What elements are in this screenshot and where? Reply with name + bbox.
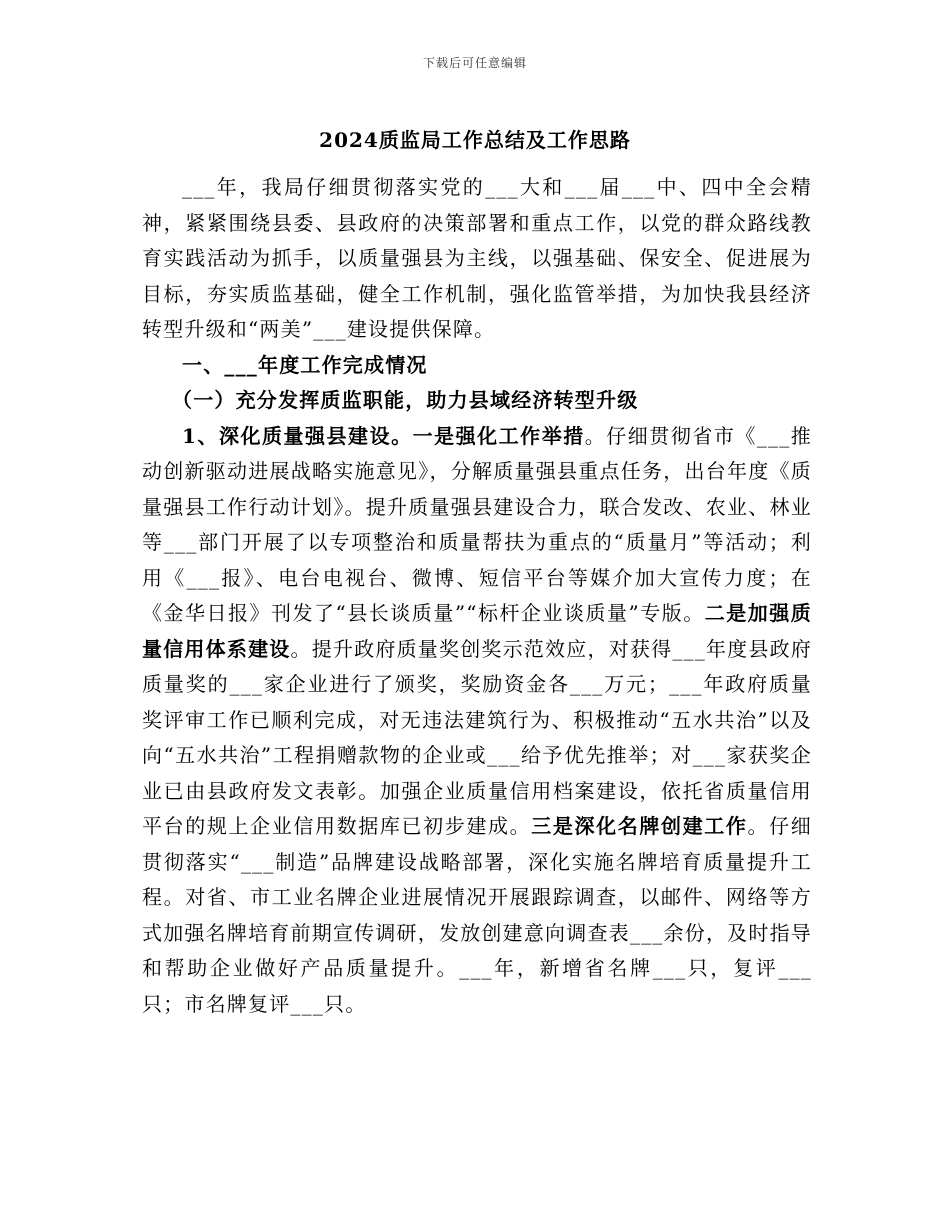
item-text-1: 。仔细贯彻省市《___推动创新驱动进展战略实施意见》，分解质量强县重点任务，出台年度《质量强县工作行动计划》。提升质量强县建设合力，联合发改、农业、林业等___部门开展了以专项整治和质量帮扶为重点的“质量月”等活动；利用《___报》、电台电视台、微博、短信平台等媒介加大宣传力度；在《金华日报》刊发了“县长谈质量”“标杆企业谈质量”专版。: [142, 423, 813, 625]
document-body: [142, 170, 812, 1022]
item-bold-2: 二是加强质量信用体系建设: [142, 601, 813, 661]
subsection-heading: （一）充分发挥质监职能，助力县域经济转型升级: [172, 388, 639, 412]
section-heading: 一、___年度工作完成情况: [182, 352, 428, 377]
item-lead: 1、深化质量强县建设。一是强化工作举措: [182, 423, 585, 448]
document-title: 2024质监局工作总结及工作思路: [319, 128, 631, 152]
item-text-2: 。提升政府质量奖创奖示范效应，对获得___年度县政府质量奖的___家企业进行了颁奖，奖励资金各___万元；___年政府质量奖评审工作已顺利完成，对无违法建筑行为、积极推动“五水共治”以及向“五水共治”工程捐赠款物的企业或___给予优先推举；对___家获奖企业已由县政府发文表彰。加强企业质量信用档案建设，依托省质量信用平台的规上企业信用数据库已初步建成。: [142, 636, 812, 838]
item-text-3: 。仔细贯彻落实“___制造”品牌建设战略部署，深化实施名牌培育质量提升工程。对省、市工业名牌企业进展情况开展跟踪调查，以邮件、网络等方式加强名牌培育前期宣传调研，发放创建意向调查表___余份，及时指导和帮助企业做好产品质量提升。___年，新增省名牌___只，复评___只；市名牌复评___只。: [142, 814, 812, 1016]
intro-paragraph: ___年，我局仔细贯彻落实党的___大和___届___中、四中全会精神，紧紧围绕县委、县政府的决策部署和重点工作，以党的群众路线教育实践活动为抓手，以质量强县为主线，以强基础、保安全、促进展为目标，夯实质监基础，健全工作机制，强化监管举措，为加快我县经济转型升级和“两美”___建设提供保障。: [142, 175, 812, 341]
header-note: 下载后可任意编辑: [422, 56, 527, 70]
item-paragraph: [142, 419, 812, 1023]
item-bold-3: 三是深化名牌创建工作: [531, 814, 748, 838]
